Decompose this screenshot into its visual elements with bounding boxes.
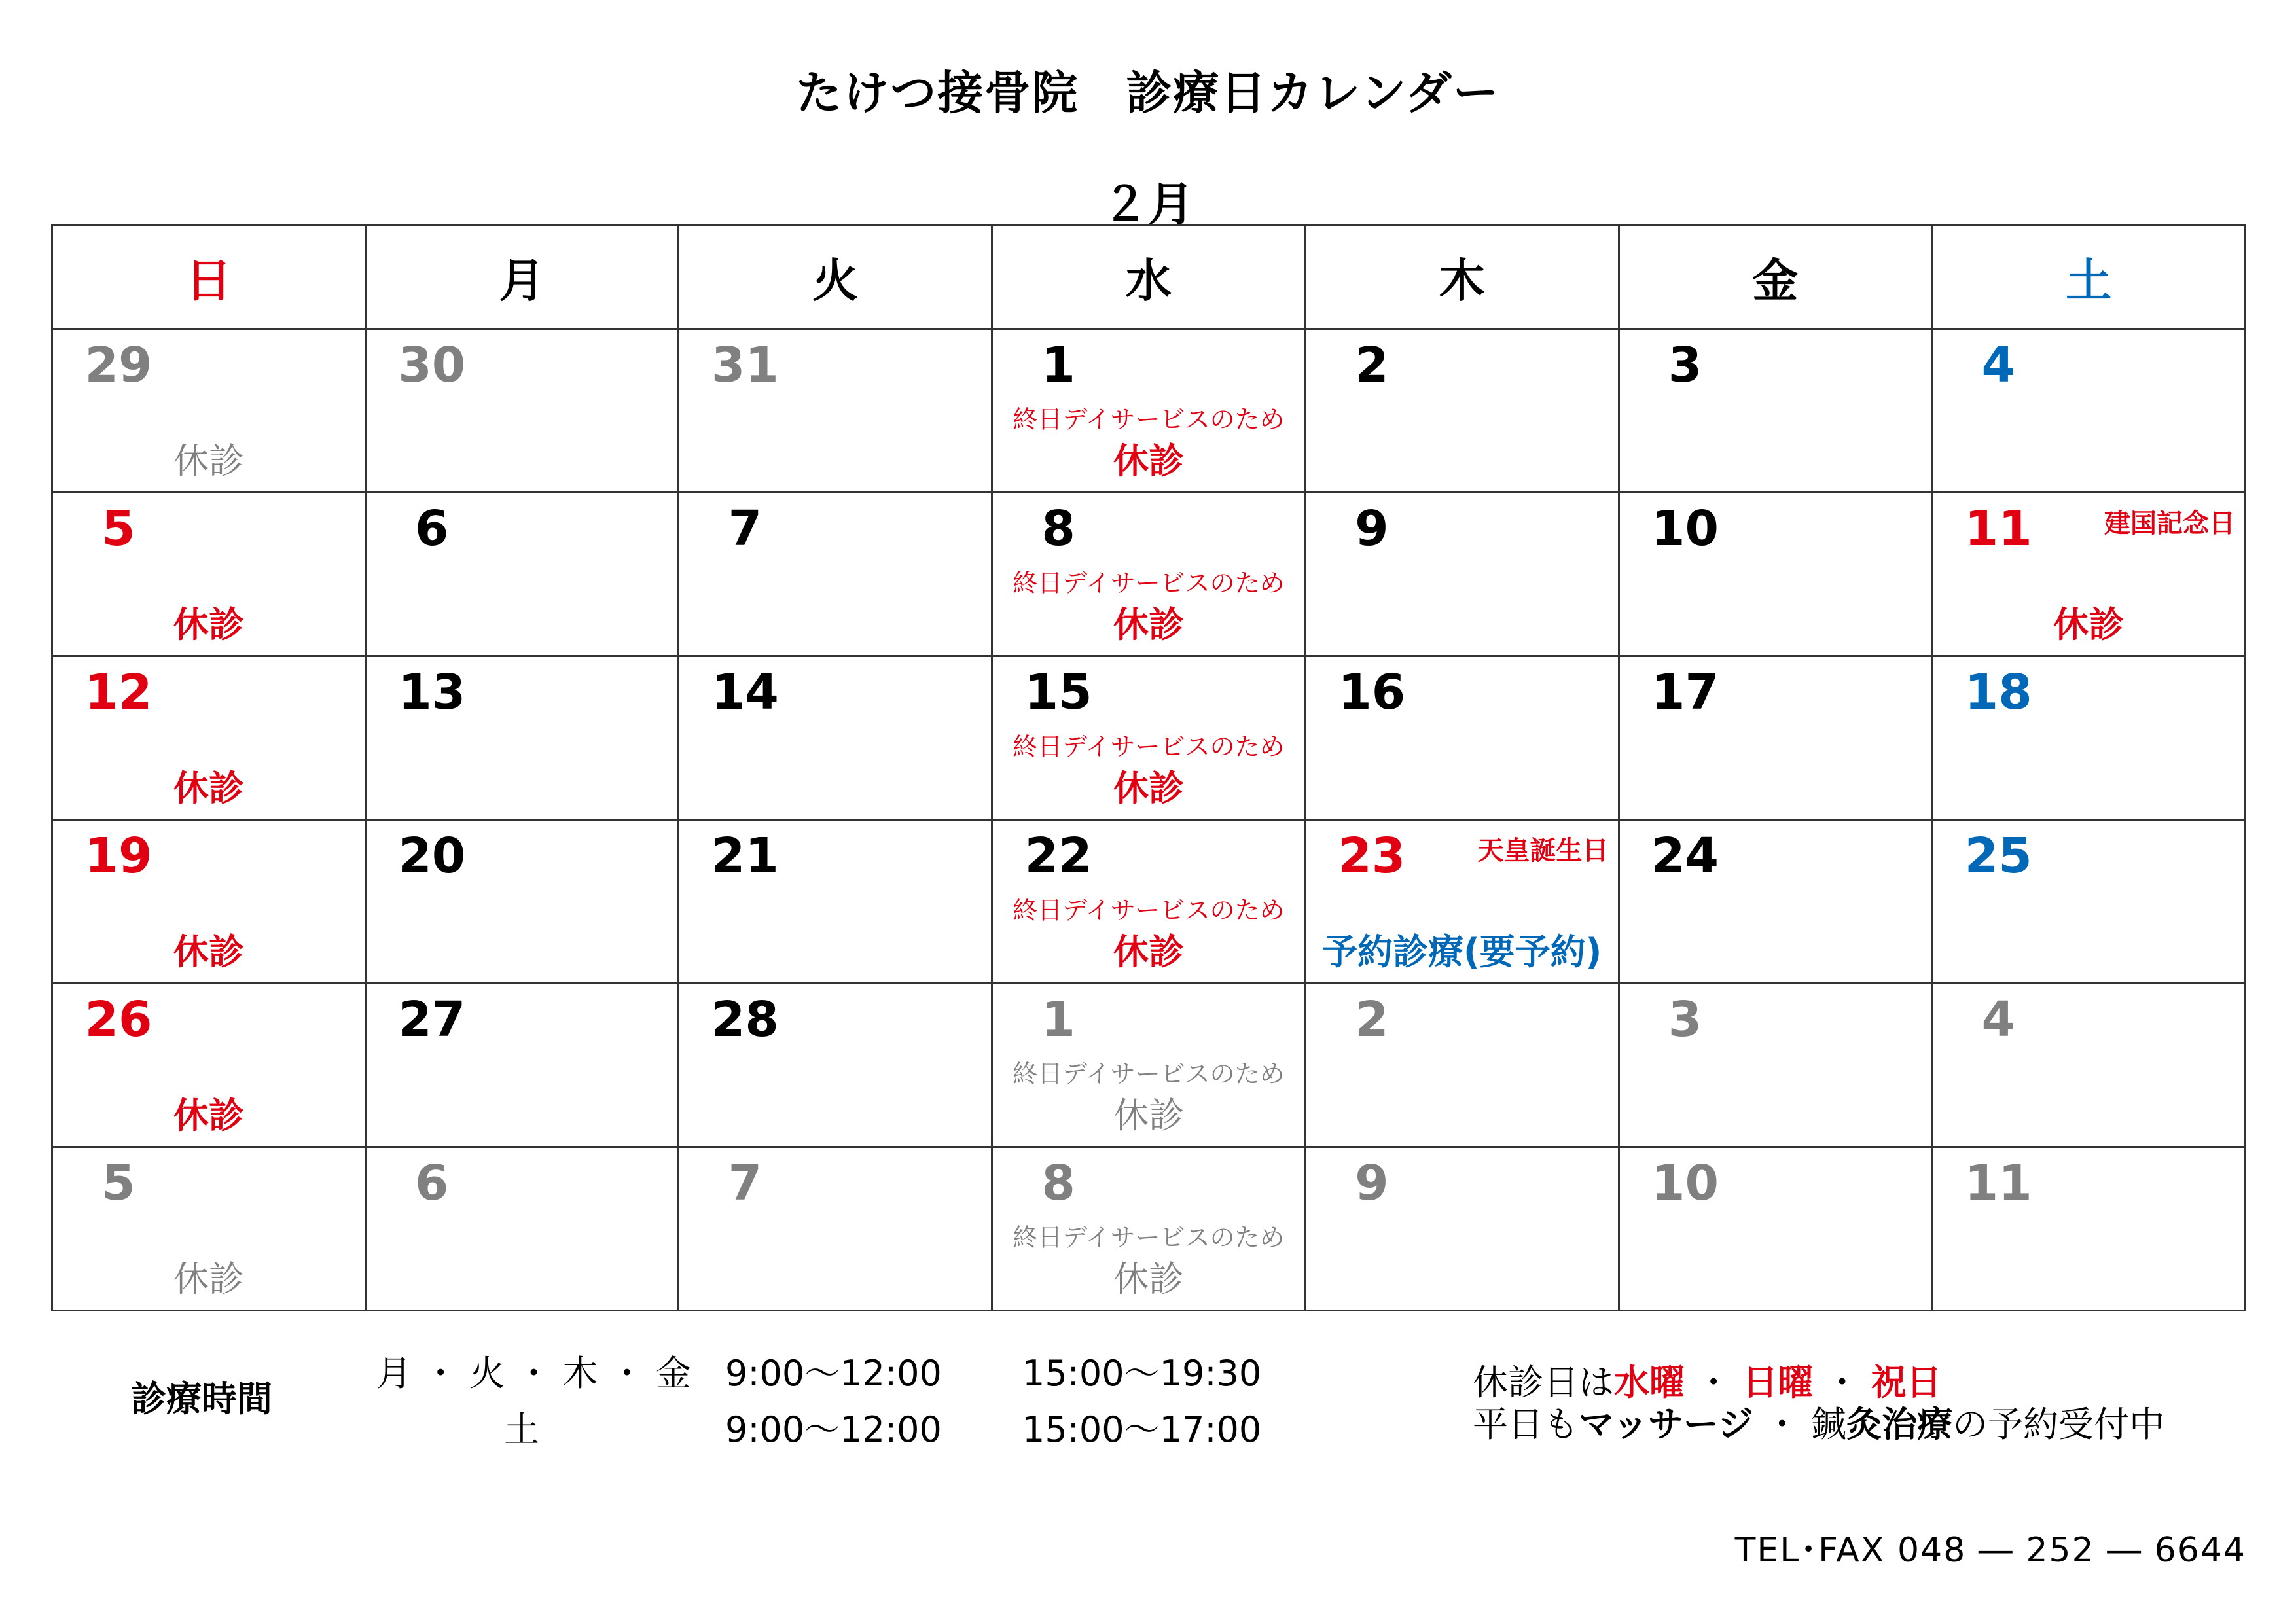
day-cell bbox=[1932, 820, 2246, 984]
hours-days-saturday: 土 bbox=[504, 1409, 539, 1450]
hours-days-weekday: 月 ・ 火 ・ 木 ・ 金 bbox=[376, 1353, 691, 1394]
day-number: 4 bbox=[1981, 991, 2015, 1048]
day-cell bbox=[1305, 1147, 1619, 1311]
day-cell bbox=[52, 984, 366, 1147]
day-cell bbox=[679, 984, 992, 1147]
reservation-part: 平日も bbox=[1473, 1404, 1579, 1445]
reservation-part: マッサージ bbox=[1579, 1404, 1753, 1445]
month-heading: ２月 bbox=[1102, 177, 1194, 231]
day-number: 5 bbox=[101, 1155, 135, 1211]
day-cell bbox=[1305, 493, 1619, 656]
hours-afternoon-saturday: 15:00～17:00 bbox=[1022, 1409, 1262, 1450]
week-row bbox=[52, 984, 2246, 1147]
day-cell bbox=[1932, 329, 2246, 493]
closed-day-part: 水曜 bbox=[1614, 1362, 1685, 1403]
day-status: 休診 bbox=[1113, 768, 1184, 809]
day-status: 休診 bbox=[1113, 440, 1184, 482]
day-status: 休診 bbox=[173, 1258, 244, 1300]
hours-label: 診療時間 bbox=[131, 1378, 272, 1419]
day-cell bbox=[365, 493, 679, 656]
day-cell bbox=[679, 656, 992, 820]
hours-morning-saturday: 9:00～12:00 bbox=[725, 1409, 942, 1450]
reservation-info bbox=[1473, 1397, 2164, 1447]
day-cell bbox=[679, 1147, 992, 1311]
day-cell bbox=[1305, 656, 1619, 820]
day-cell bbox=[1305, 820, 1619, 984]
calendar-body bbox=[52, 329, 2246, 1311]
day-cell bbox=[52, 329, 366, 493]
day-number: 1 bbox=[1041, 991, 1075, 1048]
day-cell bbox=[1305, 984, 1619, 1147]
day-cell bbox=[1619, 984, 1932, 1147]
weekday-header: 水 bbox=[992, 225, 1306, 329]
weekday-header: 金 bbox=[1619, 225, 1932, 329]
week-row bbox=[52, 820, 2246, 984]
day-cell bbox=[1619, 493, 1932, 656]
day-number: 7 bbox=[728, 501, 762, 557]
day-cell bbox=[992, 1147, 1306, 1311]
closed-day-part: ・ bbox=[1685, 1362, 1743, 1403]
day-cell bbox=[1619, 820, 1932, 984]
day-cell bbox=[1619, 656, 1932, 820]
day-number: 21 bbox=[711, 828, 779, 884]
day-number: 11 bbox=[1964, 501, 2032, 557]
day-note: 終日デイサービスのため bbox=[1013, 569, 1285, 597]
reservation-part: の予約受付中 bbox=[1952, 1404, 2165, 1445]
day-cell bbox=[679, 493, 992, 656]
day-cell bbox=[52, 656, 366, 820]
day-cell bbox=[365, 984, 679, 1147]
day-number: 2 bbox=[1355, 991, 1389, 1048]
day-cell bbox=[992, 984, 1306, 1147]
day-status: 休診 bbox=[1113, 931, 1184, 972]
day-status: 休診 bbox=[173, 440, 244, 482]
day-number: 10 bbox=[1651, 501, 1719, 557]
day-status: 休診 bbox=[173, 604, 244, 645]
day-number: 31 bbox=[711, 337, 779, 393]
day-cell bbox=[679, 329, 992, 493]
day-number: 27 bbox=[398, 991, 466, 1048]
day-number: 11 bbox=[1964, 1155, 2032, 1211]
day-number: 28 bbox=[711, 991, 779, 1048]
day-number: 18 bbox=[1964, 664, 2032, 721]
day-number: 9 bbox=[1355, 1155, 1389, 1211]
day-number: 6 bbox=[414, 1155, 449, 1211]
tel-fax: TEL･FAX 048 ― 252 ― 6644 bbox=[1734, 1531, 2246, 1570]
day-cell bbox=[365, 1147, 679, 1311]
day-number: 5 bbox=[101, 501, 135, 557]
day-number: 9 bbox=[1355, 501, 1389, 557]
day-cell bbox=[992, 820, 1306, 984]
closed-day-part: ・ bbox=[1813, 1362, 1871, 1403]
week-row bbox=[52, 1147, 2246, 1311]
day-number: 25 bbox=[1964, 828, 2032, 884]
day-cell bbox=[992, 493, 1306, 656]
hours-morning-weekday: 9:00～12:00 bbox=[725, 1353, 942, 1394]
day-status: 休診 bbox=[1113, 604, 1184, 645]
week-row bbox=[52, 329, 2246, 493]
closed-day-part: 日曜 bbox=[1742, 1362, 1814, 1403]
day-number: 24 bbox=[1651, 828, 1719, 884]
day-status: 予約診療(要予約) bbox=[1321, 931, 1602, 972]
day-number: 7 bbox=[728, 1155, 762, 1211]
day-status: 休診 bbox=[2053, 604, 2125, 645]
day-cell bbox=[1932, 656, 2246, 820]
day-cell bbox=[365, 820, 679, 984]
day-number: 3 bbox=[1668, 991, 1702, 1048]
day-number: 8 bbox=[1041, 1155, 1075, 1211]
day-number: 19 bbox=[84, 828, 152, 884]
day-cell bbox=[1932, 493, 2246, 656]
reservation-part: 灸治療 bbox=[1846, 1404, 1953, 1445]
weekday-header-row bbox=[52, 225, 2246, 329]
day-status: 休診 bbox=[173, 1095, 244, 1136]
day-cell bbox=[365, 329, 679, 493]
day-number: 8 bbox=[1041, 501, 1075, 557]
holiday-name: 天皇誕生日 bbox=[1477, 836, 1609, 866]
day-cell bbox=[52, 1147, 366, 1311]
day-cell bbox=[1619, 1147, 1932, 1311]
weekday-header: 日 bbox=[52, 225, 366, 329]
day-cell bbox=[1305, 329, 1619, 493]
day-note: 終日デイサービスのため bbox=[1013, 896, 1285, 925]
day-number: 16 bbox=[1338, 664, 1406, 721]
day-cell bbox=[52, 493, 366, 656]
weekday-header: 火 bbox=[679, 225, 992, 329]
day-cell bbox=[992, 656, 1306, 820]
day-note: 終日デイサービスのため bbox=[1013, 732, 1285, 761]
day-cell bbox=[992, 329, 1306, 493]
day-number: 14 bbox=[711, 664, 779, 721]
day-note: 終日デイサービスのため bbox=[1013, 1223, 1285, 1252]
week-row bbox=[52, 493, 2246, 656]
day-cell bbox=[679, 820, 992, 984]
day-cell bbox=[1619, 329, 1932, 493]
day-number: 15 bbox=[1024, 664, 1092, 721]
calendar-table bbox=[51, 224, 2246, 1311]
day-number: 6 bbox=[414, 501, 449, 557]
day-number: 3 bbox=[1668, 337, 1702, 393]
day-cell bbox=[1932, 1147, 2246, 1311]
day-cell bbox=[52, 820, 366, 984]
weekday-header: 土 bbox=[1932, 225, 2246, 329]
weekday-header: 月 bbox=[365, 225, 679, 329]
week-row bbox=[52, 656, 2246, 820]
reservation-part: ・ 鍼 bbox=[1753, 1404, 1847, 1445]
day-note: 終日デイサービスのため bbox=[1013, 1060, 1285, 1088]
weekday-header: 木 bbox=[1305, 225, 1619, 329]
day-cell bbox=[365, 656, 679, 820]
day-number: 26 bbox=[84, 991, 152, 1048]
day-status: 休診 bbox=[173, 768, 244, 809]
day-note: 終日デイサービスのため bbox=[1013, 405, 1285, 434]
day-status: 休診 bbox=[173, 931, 244, 972]
day-number: 22 bbox=[1024, 828, 1092, 884]
page-title: たけつ接骨院 診療日カレンダー bbox=[796, 66, 1500, 120]
hours-afternoon-weekday: 15:00～19:30 bbox=[1022, 1353, 1262, 1394]
day-number: 1 bbox=[1041, 337, 1075, 393]
day-number: 12 bbox=[84, 664, 152, 721]
day-number: 23 bbox=[1338, 828, 1406, 884]
day-status: 休診 bbox=[1113, 1095, 1184, 1136]
day-number: 30 bbox=[398, 337, 466, 393]
day-number: 17 bbox=[1651, 664, 1719, 721]
holiday-name: 建国記念日 bbox=[2104, 508, 2235, 539]
day-number: 10 bbox=[1651, 1155, 1719, 1211]
day-cell bbox=[1932, 984, 2246, 1147]
day-number: 4 bbox=[1981, 337, 2015, 393]
day-number: 13 bbox=[398, 664, 466, 721]
day-number: 20 bbox=[398, 828, 466, 884]
closed-day-part: 祝日 bbox=[1871, 1362, 1942, 1403]
day-number: 2 bbox=[1355, 337, 1389, 393]
day-number: 29 bbox=[84, 337, 152, 393]
closed-days-prefix: 休診日は bbox=[1473, 1362, 1614, 1403]
day-status: 休診 bbox=[1113, 1258, 1184, 1300]
